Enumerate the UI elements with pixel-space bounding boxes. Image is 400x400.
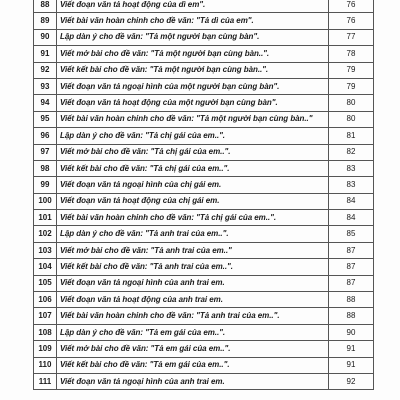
page-number: 85 [329, 226, 374, 242]
lesson-title: Viết bài văn hoàn chỉnh cho đề văn: "Tả chị gái của em..". [57, 210, 329, 226]
page-number: 79 [329, 78, 374, 94]
page-number: 83 [329, 160, 374, 176]
page-number: 83 [329, 177, 374, 193]
page-number: 88 [329, 308, 374, 324]
lesson-title: Viết đoạn văn tả ngoại hình của chị gái em. [57, 177, 329, 193]
row-number: 96 [34, 128, 57, 144]
lesson-title: Lập dàn ý cho đề văn: "Tả một người bạn cùng bàn". [57, 29, 329, 45]
lesson-title: Viết đoạn văn tả ngoại hình của anh trai em. [57, 275, 329, 291]
lesson-title: Viết kết bài cho đề văn: "Tả em gái của em..". [57, 357, 329, 373]
table-row [34, 177, 374, 193]
table-row [34, 128, 374, 144]
lesson-title: Viết kết bài cho đề văn: "Tả anh trai của em..". [57, 259, 329, 275]
page-number: 91 [329, 341, 374, 357]
table-row [34, 95, 374, 111]
page-number: 84 [329, 210, 374, 226]
row-number: 100 [34, 193, 57, 209]
page-number: 87 [329, 242, 374, 258]
row-number: 109 [34, 341, 57, 357]
lesson-title: Viết đoạn văn tả hoạt động của một người bạn cùng bàn". [57, 95, 329, 111]
lesson-title: Viết đoạn văn tả hoạt động của anh trai em. [57, 292, 329, 308]
row-number: 97 [34, 144, 57, 160]
page-number: 90 [329, 324, 374, 340]
row-number: 99 [34, 177, 57, 193]
page-number: 92 [329, 373, 374, 389]
page-number: 82 [329, 144, 374, 160]
lesson-title: Viết đoạn văn tả hoạt động của chị gái em. [57, 193, 329, 209]
row-number: 89 [34, 13, 57, 29]
lesson-title: Viết kết bài cho đề văn: "Tả một người bạn cùng bàn..". [57, 62, 329, 78]
table-of-contents [33, 0, 374, 390]
lesson-title: Lập dàn ý cho đề văn: "Tả chị gái của em..". [57, 128, 329, 144]
table-row [34, 292, 374, 308]
row-number: 93 [34, 78, 57, 94]
lesson-title: Viết mở bài cho đề văn: "Tả anh trai của em.." [57, 242, 329, 258]
table-row [34, 308, 374, 324]
table-row [34, 357, 374, 373]
row-number: 108 [34, 324, 57, 340]
table-row [34, 29, 374, 45]
row-number: 101 [34, 210, 57, 226]
table-row [34, 275, 374, 291]
page-number: 88 [329, 292, 374, 308]
page-number: 91 [329, 357, 374, 373]
row-number: 94 [34, 95, 57, 111]
table-row [34, 62, 374, 78]
table-row [34, 144, 374, 160]
lesson-title: Viết đoạn văn tả hoạt động của dì em". [57, 0, 329, 13]
row-number: 102 [34, 226, 57, 242]
row-number: 95 [34, 111, 57, 127]
row-number: 107 [34, 308, 57, 324]
page-number: 76 [329, 13, 374, 29]
table-row [34, 13, 374, 29]
page-number: 77 [329, 29, 374, 45]
lesson-title: Viết bài văn hoàn chỉnh cho đề văn: "Tả một người bạn cùng bàn.." [57, 111, 329, 127]
page-number: 80 [329, 95, 374, 111]
lesson-title: Viết đoạn văn tả ngoại hình của một người bạn cùng bàn". [57, 78, 329, 94]
lesson-title: Viết mở bài cho đề văn: "Tả em gái của em..". [57, 341, 329, 357]
row-number: 105 [34, 275, 57, 291]
table-row [34, 193, 374, 209]
row-number: 92 [34, 62, 57, 78]
table-row [34, 160, 374, 176]
table-row [34, 226, 374, 242]
page-number: 79 [329, 62, 374, 78]
row-number: 98 [34, 160, 57, 176]
page-number: 76 [329, 0, 374, 13]
toc-body [34, 0, 374, 390]
page-number: 87 [329, 275, 374, 291]
page-number: 81 [329, 128, 374, 144]
table-row [34, 242, 374, 258]
lesson-title: Viết bài văn hoàn chỉnh cho đề văn: "Tả anh trai của em..". [57, 308, 329, 324]
lesson-title: Viết mở bài cho đề văn: "Tả một người bạn cùng bàn..". [57, 46, 329, 62]
table-row [34, 46, 374, 62]
row-number: 91 [34, 46, 57, 62]
table-row [34, 210, 374, 226]
table-row [34, 0, 374, 13]
lesson-title: Lập dàn ý cho đề văn: "Tả anh trai của em..". [57, 226, 329, 242]
page-number: 84 [329, 193, 374, 209]
lesson-title: Viết mở bài cho đề văn: "Tả chị gái của em..". [57, 144, 329, 160]
lesson-title: Viết kết bài cho đề văn: "Tả chị gái của em..". [57, 160, 329, 176]
row-number: 110 [34, 357, 57, 373]
table-row [34, 111, 374, 127]
page-number: 87 [329, 259, 374, 275]
row-number: 106 [34, 292, 57, 308]
lesson-title: Lập dàn ý cho đề văn: "Tả em gái của em..". [57, 324, 329, 340]
page-number: 80 [329, 111, 374, 127]
table-row [34, 324, 374, 340]
page-number: 78 [329, 46, 374, 62]
row-number: 111 [34, 373, 57, 389]
table-row [34, 341, 374, 357]
row-number: 104 [34, 259, 57, 275]
lesson-title: Viết bài văn hoàn chỉnh cho đề văn: "Tả dì của em". [57, 13, 329, 29]
table-row [34, 78, 374, 94]
row-number: 90 [34, 29, 57, 45]
row-number: 103 [34, 242, 57, 258]
table-row [34, 259, 374, 275]
lesson-title: Viết đoạn văn tả ngoại hình của anh trai em. [57, 373, 329, 389]
table-row [34, 373, 374, 389]
row-number: 88 [34, 0, 57, 13]
